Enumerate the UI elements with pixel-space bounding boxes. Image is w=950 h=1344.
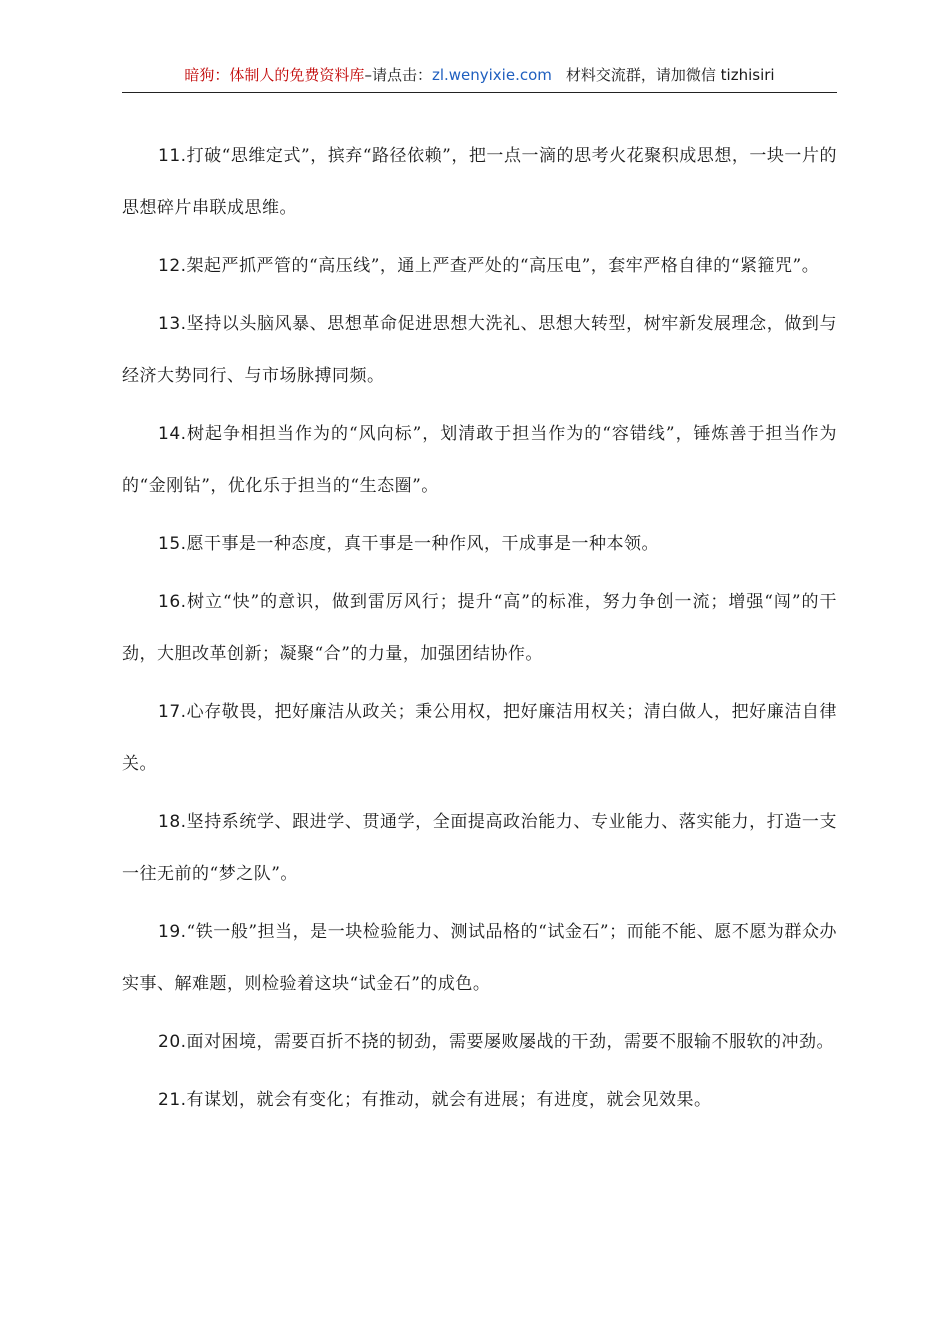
paragraph-item bbox=[122, 576, 837, 680]
item-text: “铁一般”担当，是一块检验能力、测试品格的“试金石”；而能不能、愿不愿为群众办实事、解难题，则检验着这块“试金石”的成色。 bbox=[122, 922, 837, 994]
item-text: 打破“思维定式”，摈弃“路径依赖”，把一点一滴的思考火花聚积成思想，一块一片的思想碎片串联成思维。 bbox=[122, 146, 837, 218]
item-number: 13. bbox=[158, 314, 187, 334]
item-number: 11. bbox=[158, 146, 187, 166]
item-number: 15. bbox=[158, 534, 187, 554]
paragraph-item bbox=[122, 796, 837, 900]
paragraph-item bbox=[122, 1016, 837, 1068]
item-number: 19. bbox=[158, 922, 187, 942]
paragraph-item bbox=[122, 298, 837, 402]
paragraph-item bbox=[122, 1074, 837, 1126]
item-text: 愿干事是一种态度，真干事是一种作风，干成事是一种本领。 bbox=[186, 534, 660, 554]
paragraph-item bbox=[122, 686, 837, 790]
header-url-link[interactable]: zl.wenyixie.com bbox=[431, 66, 552, 84]
page-header bbox=[122, 62, 837, 93]
paragraph-item bbox=[122, 240, 837, 292]
paragraph-item bbox=[122, 518, 837, 570]
item-text: 有谋划，就会有变化；有推动，就会有进展；有进度，就会见效果。 bbox=[186, 1090, 712, 1110]
item-number: 17. bbox=[158, 702, 187, 722]
paragraph-item bbox=[122, 408, 837, 512]
item-number: 16. bbox=[158, 592, 187, 612]
paragraph-item bbox=[122, 130, 837, 234]
header-prompt: –请点击： bbox=[364, 66, 432, 84]
item-number: 12. bbox=[158, 256, 187, 276]
document-body bbox=[122, 130, 837, 1132]
item-number: 21. bbox=[158, 1090, 187, 1110]
item-text: 面对困境，需要百折不挠的韧劲，需要屡败屡战的干劲，需要不服输不服软的冲劲。 bbox=[186, 1032, 835, 1052]
item-text: 坚持系统学、跟进学、贯通学，全面提高政治能力、专业能力、落实能力，打造一支一往无前的“梦之队”。 bbox=[122, 812, 837, 884]
paragraph-item bbox=[122, 906, 837, 1010]
item-text: 坚持以头脑风暴、思想革命促进思想大洗礼、思想大转型，树牢新发展理念，做到与经济大势同行、与市场脉搏同频。 bbox=[122, 314, 837, 386]
header-brand: 暗狗：体制人的免费资料库 bbox=[184, 66, 365, 84]
item-text: 树立“快”的意识，做到雷厉风行；提升“高”的标准，努力争创一流；增强“闯”的干劲，大胆改革创新；凝聚“合”的力量，加强团结协作。 bbox=[122, 592, 837, 664]
item-text: 心存敬畏，把好廉洁从政关；秉公用权，把好廉洁用权关；清白做人，把好廉洁自律关。 bbox=[122, 702, 837, 774]
item-number: 18. bbox=[158, 812, 187, 832]
item-number: 14. bbox=[158, 424, 187, 444]
item-text: 树起争相担当作为的“风向标”，划清敢于担当作为的“容错线”，锤炼善于担当作为的“金刚钻”，优化乐于担当的“生态圈”。 bbox=[122, 424, 837, 496]
header-group-note: 材料交流群，请加微信 tizhisiri bbox=[565, 66, 775, 84]
item-number: 20. bbox=[158, 1032, 187, 1052]
item-text: 架起严抓严管的“高压线”，通上严查严处的“高压电”，套牢严格自律的“紧箍咒”。 bbox=[186, 256, 820, 276]
